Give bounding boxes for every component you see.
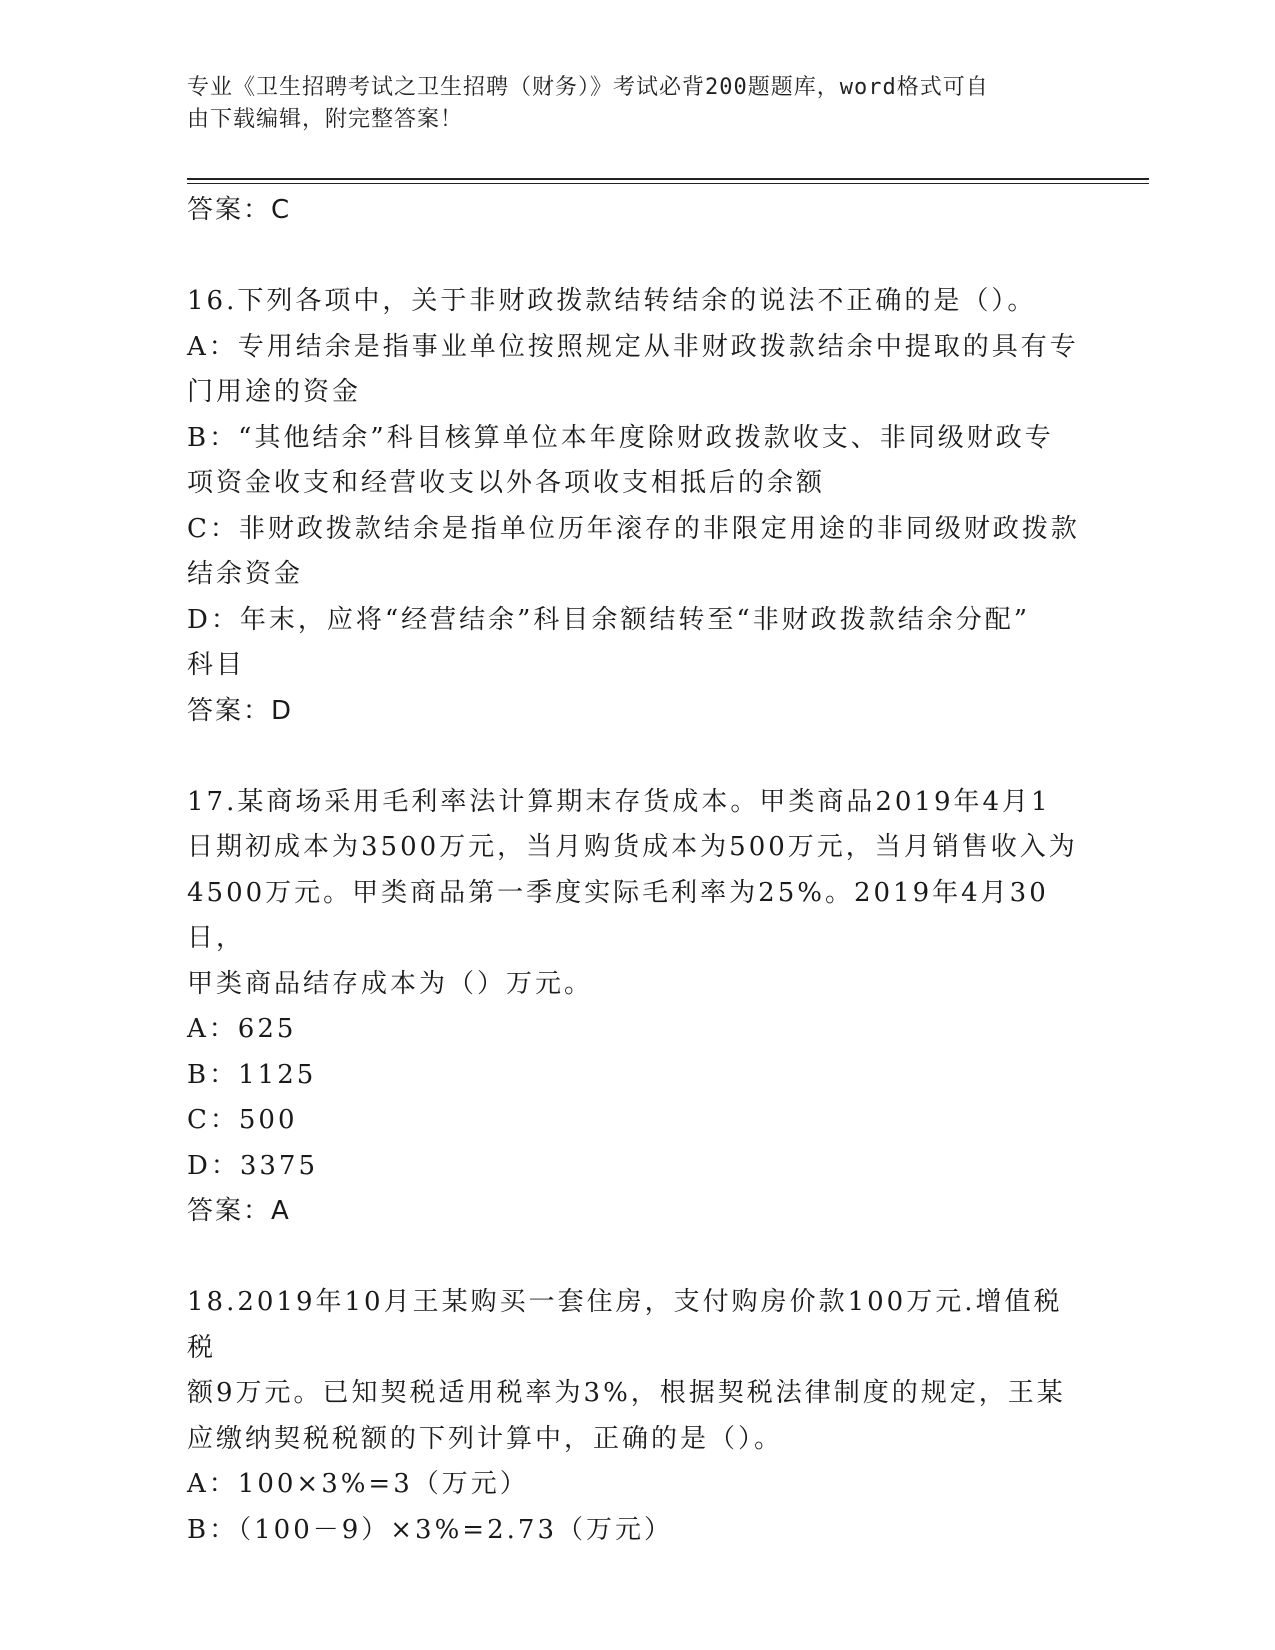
question-stem-line-3: 4500万元。甲类商品第一季度实际毛利率为25%。2019年4月30日，	[187, 877, 1049, 953]
question-stem: 16.下列各项中，关于非财政拨款结转结余的说法不正确的是（）。	[187, 286, 1037, 316]
option-a-line-2: 门用途的资金	[187, 377, 362, 407]
question-stem-line-2: 额9万元。已知契税适用税率为3%，根据契税法律制度的规定，王某	[187, 1378, 1066, 1408]
header-rule-thick	[187, 178, 1149, 180]
header-line-2: 由下载编辑，附完整答案！	[187, 107, 464, 132]
question-18	[187, 1280, 1087, 1553]
option-b-line-1: B：“其他结余”科目核算单位本年度除财政拨款收支、非同级财政专	[187, 422, 1054, 453]
option-d-line-1: D：年末，应将“经营结余”科目余额结转至“非财政拨款结余分配”	[187, 604, 1031, 635]
question-stem-line-1: 17.某商场采用毛利率法计算期末存货成本。甲类商品2019年4月1	[187, 786, 1051, 817]
option-b: B：（100－9）×3%=2.73（万元）	[187, 1514, 673, 1545]
answer-value: A	[271, 1196, 291, 1226]
answer-value: C	[271, 195, 292, 225]
answer-label: 答案：	[187, 1196, 272, 1226]
question-16	[187, 279, 1087, 734]
prev-answer	[187, 188, 1087, 234]
header-rule-thin	[187, 183, 1149, 184]
answer-value: D	[271, 695, 294, 726]
option-b-line-2: 项资金收支和经营收支以外各项收支相抵后的余额	[187, 468, 826, 498]
option-a-line-1: A：专用结余是指事业单位按照规定从非财政拨款结余中提取的具有专	[187, 331, 1079, 362]
document-header	[187, 72, 1067, 136]
header-line-1: 专业《卫生招聘考试之卫生招聘（财务）》考试必背200题题库，word格式可自	[187, 75, 989, 100]
option-c-line-1: C：非财政拨款结余是指单位历年滚存的非限定用途的非同级财政拨款	[187, 513, 1080, 544]
option-c: C：500	[187, 1105, 298, 1135]
option-a: A：100×3%=3（万元）	[187, 1469, 529, 1499]
question-stem-line-2: 日期初成本为3500万元，当月购货成本为500万元，当月销售收入为	[187, 832, 1078, 862]
question-stem-line-4: 甲类商品结存成本为（）万元。	[187, 968, 594, 999]
question-answer	[187, 689, 1087, 735]
spacer	[187, 1235, 1087, 1281]
answer-label: 答案：	[187, 195, 272, 225]
question-content	[187, 188, 1087, 1553]
question-stem-line-1: 18.2019年10月王某购买一套住房，支付购房价款100万元.增值税税	[187, 1287, 1063, 1363]
spacer	[187, 734, 1087, 780]
answer-label: 答案：	[187, 695, 272, 726]
option-c-line-2: 结余资金	[187, 559, 304, 589]
option-d-line-2: 科目	[187, 650, 246, 680]
question-stem-line-3: 应缴纳契税税额的下列计算中，正确的是（）。	[187, 1423, 784, 1454]
question-answer	[187, 1189, 1087, 1235]
option-b: B：1125	[187, 1059, 317, 1090]
question-17	[187, 780, 1087, 1235]
spacer	[187, 234, 1087, 280]
option-a: A：625	[187, 1014, 297, 1044]
option-d: D：3375	[187, 1150, 319, 1181]
